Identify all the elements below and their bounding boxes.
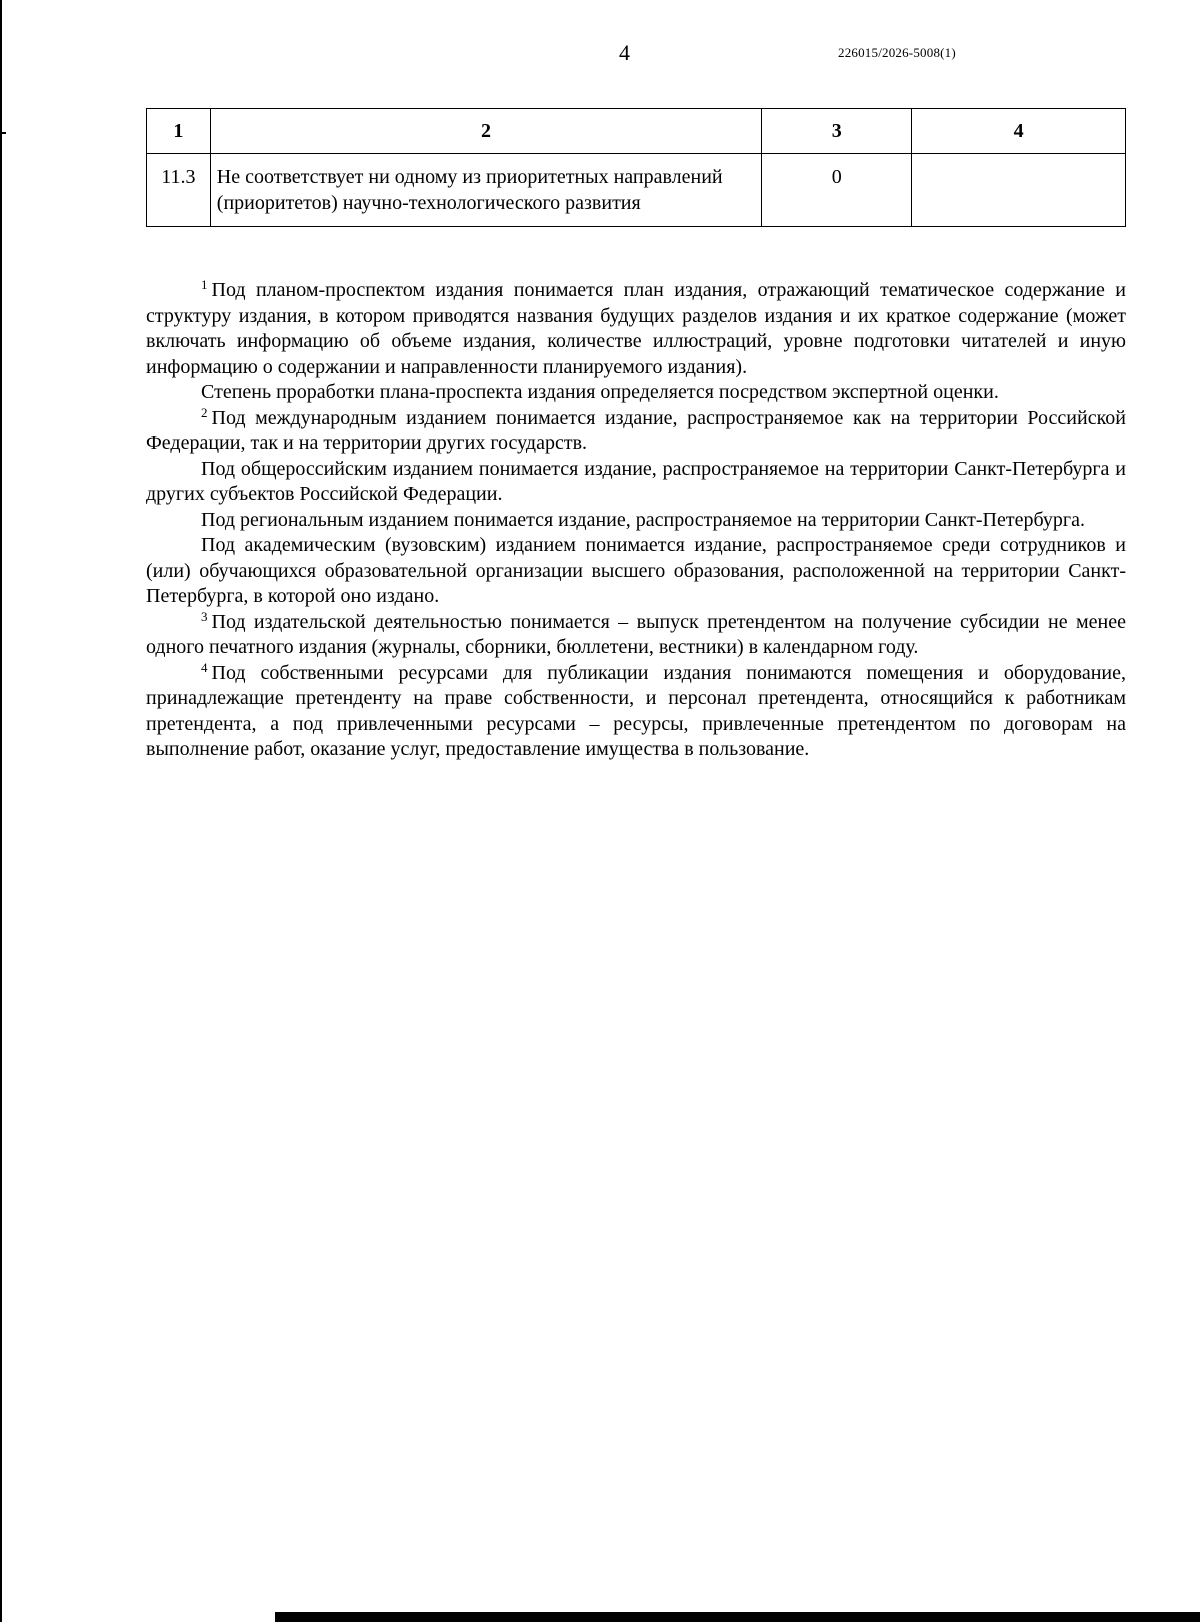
footnote-marker: 1 (201, 277, 208, 292)
row-description-cell: Не соответствует ни одному из приоритетных направлений (приоритетов) научно-технологического развития (210, 154, 761, 227)
scan-bottom-edge (275, 1612, 1200, 1622)
footnote-text: Степень проработки плана-проспекта издания определяется посредством экспертной оценки. (201, 381, 999, 403)
criteria-table (146, 108, 1126, 227)
column-header-1: 1 (147, 109, 211, 154)
scan-left-edge (0, 0, 2, 1622)
page-number: 4 (619, 40, 630, 65)
footnote-paragraph (146, 457, 1126, 508)
footnote-text: Под академическим (вузовским) изданием понимается издание, распространяемое среди сотрудников и (или) обучающихся образовательной организации высшего образования, расположенной на территории Санкт-Петербурга, в которой оно издано. (146, 534, 1126, 607)
row-note-cell (912, 154, 1126, 227)
footnote-text: Под региональным изданием понимается издание, распространяемое на территории Санкт-Петербурга. (201, 508, 1085, 531)
footnote-paragraph (146, 508, 1126, 534)
footnote-marker: 3 (201, 608, 208, 624)
footnote-paragraph (146, 610, 1126, 661)
footnotes-section (146, 278, 1126, 763)
footnote-paragraph (146, 278, 1126, 380)
footnote-text: Под издательской деятельностью понимается – выпуск претендентом на получение субсидии не менее одного печатного издания (журналы, сборники, бюллетени, вестники) в календарном году. (146, 610, 1126, 658)
footnote-text: Под собственными ресурсами для публикации издания понимаются помещения и оборудование, принадлежащие претенденту на праве собственности, и персонал претендента, относящийся к работникам претендента, а под привлеченными ресурсами – ресурсы, привлеченные претендентом по договорам на выполнение работ, оказание услуг, предоставление имущества в пользование. (146, 661, 1126, 760)
footnote-text: Под планом-проспектом издания понимается план издания, отражающий тематическое содержание и структуру издания, в котором приводятся названия будущих разделов издания и их краткое содержание (может включать информацию об объеме издания, количестве иллюстраций, уровне подготовки читателей и иную информацию о содержании и направленности планируемого издания). (146, 279, 1126, 378)
document-id: 226015/2026-5008(1) (838, 45, 956, 60)
footnote-paragraph (146, 406, 1126, 457)
table-row (147, 154, 1126, 227)
column-header-2: 2 (210, 109, 761, 154)
scan-left-edge-mark (0, 132, 6, 134)
table-header-row (147, 109, 1126, 154)
footnote-paragraph (146, 661, 1126, 763)
footnote-marker: 2 (201, 404, 208, 420)
row-score-cell: 0 (762, 154, 912, 227)
footnote-text: Под общероссийским изданием понимается издание, распространяемое на территории Санкт-Петербурга и других субъектов Российской Федерации. (146, 457, 1126, 505)
footnote-paragraph (146, 533, 1126, 610)
row-number-cell: 11.3 (147, 154, 211, 227)
column-header-3: 3 (762, 109, 912, 154)
footnote-text: Под международным изданием понимается издание, распространяемое как на территории Российской Федерации, так и на территории других государств. (146, 406, 1126, 454)
footnote-marker: 4 (201, 659, 208, 675)
column-header-4: 4 (912, 109, 1126, 154)
footnote-paragraph (146, 380, 1126, 406)
